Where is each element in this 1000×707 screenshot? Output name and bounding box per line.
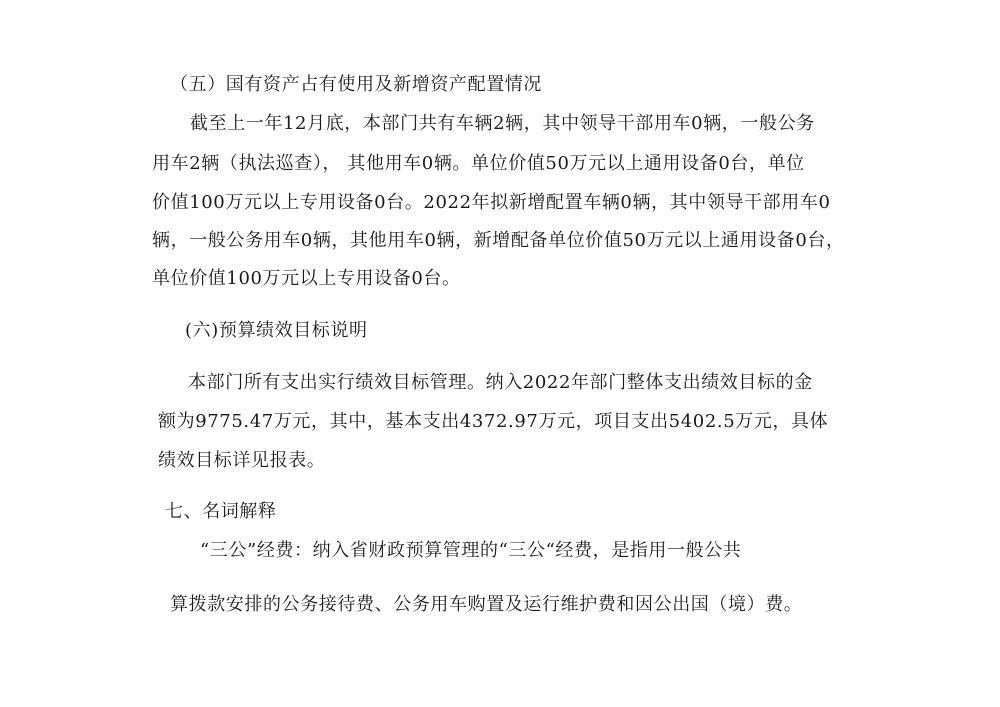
paragraph-line: 用车2辆（执法巡查）， 其他用车0辆。单位价值50万元以上通用设备0台，单位: [152, 153, 805, 174]
paragraph-line: 算拨款安排的公务接待费、公务用车购置及运行维护费和因公出国（境）费。: [170, 594, 803, 615]
section-7-heading: 七、名词解释: [165, 501, 277, 522]
section-5-heading: （五）国有资产占有使用及新增资产配置情况: [170, 74, 542, 95]
paragraph-line: 本部门所有支出实行绩效目标管理。纳入2022年部门整体支出绩效目标的金: [188, 372, 813, 393]
paragraph-line: 单位价值100万元以上专用设备0台。: [152, 268, 461, 289]
paragraph-line: “三公”经费：纳入省财政预算管理的“三公“经费，是指用一般公共: [200, 540, 742, 561]
paragraph-line: 辆，一般公务用车0辆，其他用车0辆，新增配备单位价值50万元以上通用设备0台，: [152, 230, 845, 251]
paragraph-line: 价值100万元以上专用设备0台。2022年拟新增配置车辆0辆，其中领导干部用车0: [152, 192, 831, 213]
paragraph-line: 绩效目标详见报表。: [158, 450, 326, 471]
paragraph-line: 截至上一年12月底，本部门共有车辆2辆，其中领导干部用车0辆，一般公务: [190, 113, 815, 134]
section-6-heading: (六)预算绩效目标说明: [185, 320, 368, 341]
paragraph-line: 额为9775.47万元，其中，基本支出4372.97万元，项目支出5402.5万元，具体: [158, 411, 829, 432]
